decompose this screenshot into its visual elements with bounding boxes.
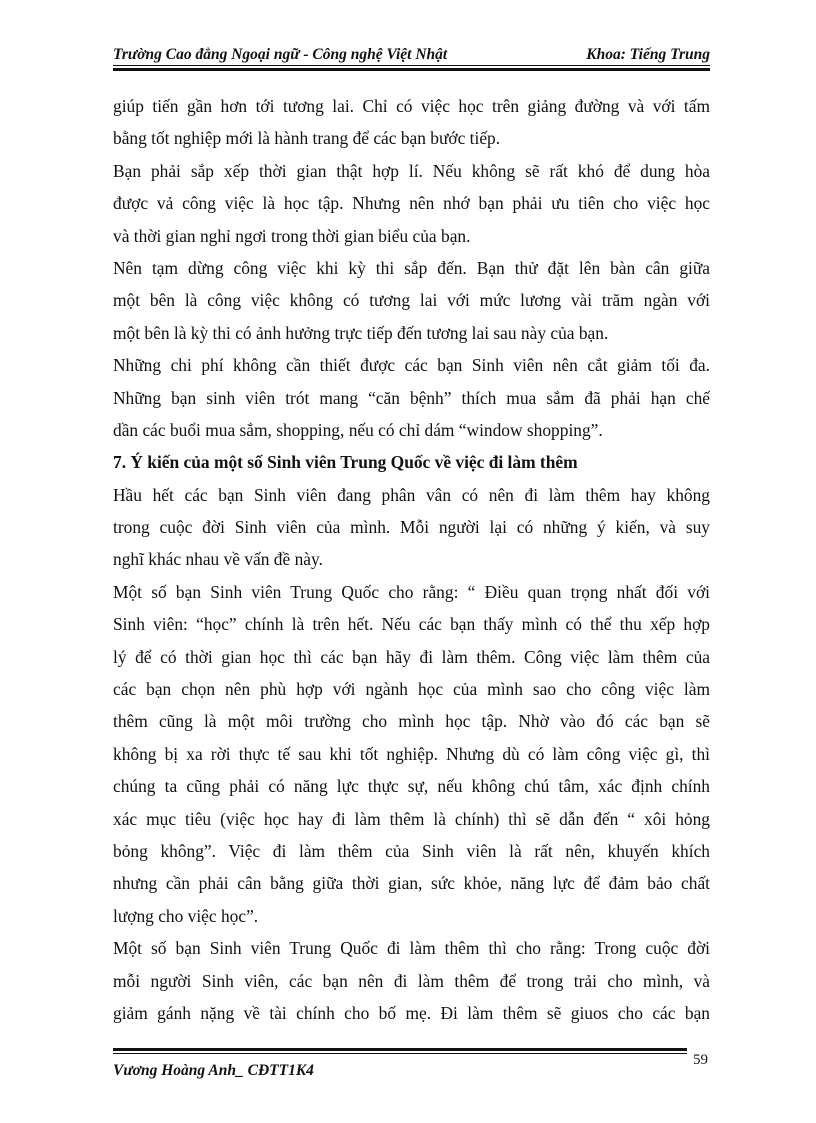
text-line: thêm cũng là một môi trường cho mình học tập. Nhờ vào đó các bạn sẽ (113, 711, 710, 732)
header-school-name: Trường Cao đẳng Ngoại ngữ - Công nghệ Việt Nhật (113, 46, 448, 63)
page-header (113, 44, 710, 70)
text-line: bỏng không”. Việc đi làm thêm của Sinh viên là rất nên, khuyến khích (113, 840, 710, 861)
text-line: giảm gánh nặng về tài chính cho bố mẹ. Đi làm thêm sẽ giuos cho các bạn (113, 1002, 710, 1023)
text-line: được vả công việc là học tập. Nhưng nên nhớ bạn phải ưu tiên cho việc học (113, 193, 710, 214)
text-line: lượng cho việc học”. (113, 905, 259, 926)
text-line: xác mục tiêu (việc học hay đi làm thêm là chính) thì sẽ dẫn đến “ xôi hỏng (113, 808, 710, 829)
text-line: lý để có thời gian học thì các bạn hãy đi làm thêm. Công việc làm thêm của (113, 646, 710, 667)
page-number: 59 (693, 1052, 708, 1068)
header-faculty: Khoa: Tiếng Trung (586, 46, 710, 63)
text-line: Nên tạm dừng công việc khi kỳ thi sắp đến. Bạn thử đặt lên bàn cân giữa (113, 257, 710, 278)
text-line: dần các buổi mua sắm, shopping, nếu có chỉ dám “window shopping”. (113, 419, 603, 440)
text-line: một bên là công việc không có tương lai với mức lương vài trăm ngàn với (113, 290, 710, 311)
text-line: Những chi phí không cần thiết được các bạn Sinh viên nên cắt giảm tối đa. (113, 355, 710, 376)
footer-rule (113, 1048, 687, 1056)
text-line: một bên là kỳ thi có ảnh hưởng trực tiếp đến tương lai sau này của bạn. (113, 322, 609, 343)
page-footer (113, 1048, 710, 1088)
text-line: không bị xa rời thực tế sau khi tốt nghiệp. Nhưng dù có làm công việc gì, thì (113, 743, 710, 764)
text-line: Một số bạn Sinh viên Trung Quốc cho rằng: “ Điều quan trọng nhất đối với (113, 581, 710, 602)
text-line: Sinh viên: “học” chính là trên hết. Nếu các bạn thấy mình có thể thu xếp hợp (113, 614, 710, 635)
section-heading: 7. Ý kiến của một số Sinh viên Trung Quốc về việc đi làm thêm (113, 452, 578, 473)
text-line: nghĩ khác nhau về vấn đề này. (113, 549, 323, 570)
text-line: các bạn chọn nên phù hợp với ngành học của mình sao cho công việc làm (113, 679, 710, 700)
text-line: giúp tiến gần hơn tới tương lai. Chỉ có việc học trên giảng đường và với tấm (113, 96, 710, 116)
text-line: bằng tốt nghiệp mới là hành trang để các bạn bước tiếp. (113, 128, 501, 149)
text-line: chúng ta cũng phải có năng lực thực sự, nếu không chú tâm, xác định chính (113, 776, 710, 797)
header-rule-thin (113, 65, 710, 66)
header-rule-thick (113, 68, 710, 71)
footer-author: Vương Hoàng Anh_ CĐTT1K4 (113, 1062, 314, 1079)
text-line: trong cuộc đời Sinh viên của mình. Mỗi người lại có những ý kiến, và suy (113, 517, 710, 538)
text-line: Bạn phải sắp xếp thời gian thật hợp lí. Nếu không sẽ rất khó để dung hòa (113, 160, 710, 181)
text-line: và thời gian nghỉ ngơi trong thời gian biểu của bạn. (113, 225, 471, 246)
text-line: Một số bạn Sinh viên Trung Quốc đi làm thêm thì cho rằng: Trong cuộc đời (113, 938, 710, 959)
text-line: nhưng cần phải cân bằng giữa thời gian, sức khỏe, năng lực để đảm bảo chất (113, 873, 710, 894)
text-line: mỗi người Sinh viên, các bạn nên đi làm thêm để trong trải cho mình, và (113, 970, 710, 991)
text-line: Những bạn sinh viên trót mang “căn bệnh” thích mua sắm đã phải hạn chế (113, 387, 710, 408)
body-text (113, 90, 710, 1029)
text-line: Hầu hết các bạn Sinh viên đang phân vân có nên đi làm thêm hay không (113, 484, 710, 505)
